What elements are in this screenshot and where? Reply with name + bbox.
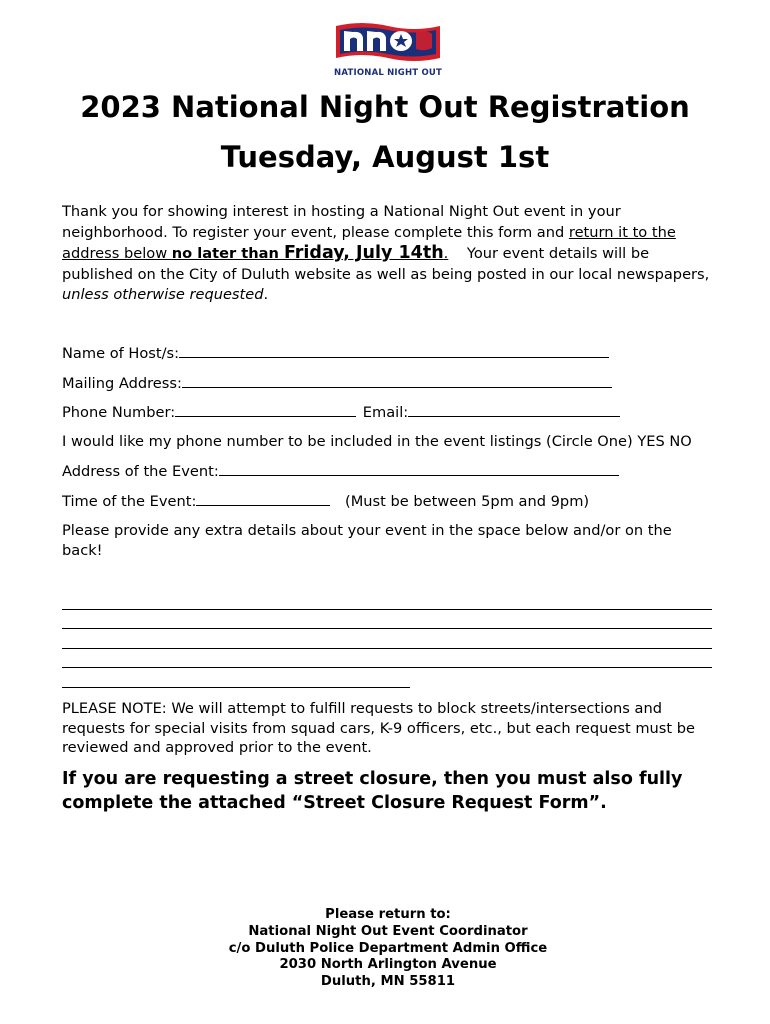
deadline-lead: no later than [171,245,284,262]
mailing-row [62,373,712,393]
details-line-2[interactable] [62,628,712,629]
time-label: Time of the Event: [62,492,197,510]
nno-logo [332,18,444,80]
return-line-4: Duluth, MN 55811 [320,974,456,990]
event-address-label: Address of the Event: [62,463,219,481]
extra-details-prompt: Please provide any extra details about your event in the space below and/or on the back! [62,521,672,559]
phone-label: Phone Number: [62,404,176,422]
time-input-line[interactable] [196,491,330,506]
return-address-block [0,907,770,991]
return-line-1: National Night Out Event Coordinator [248,923,528,939]
time-note: (Must be between 5pm and 9pm) [345,492,590,510]
intro-text-1: Thank you for showing interest in hosting a National Night Out event in your neighborhood. To register your event, please complete this form and [62,203,621,241]
please-note: PLEASE NOTE: We will attempt to fulfill requests to block streets/intersections and requests for special visits from squad cars, K-9 officers, etc., but each request must be reviewed and approved prior to the event. [62,700,695,756]
phone-listing-question: I would like my phone number to be included in the event listings (Circle One) YES NO [62,432,692,450]
details-line-4[interactable] [62,667,712,668]
return-line-2: c/o Duluth Police Department Admin Office [228,940,548,956]
phone-input-line[interactable] [175,402,356,417]
intro-paragraph [62,202,712,306]
page-title: 2023 National Night Out Registration [80,90,690,124]
logo-caption: NATIONAL NIGHT OUT [334,68,442,78]
deadline-end: . [443,245,449,262]
registration-form [62,343,712,570]
host-input-line[interactable] [179,343,609,358]
host-row [62,343,712,363]
email-label: Email: [362,404,409,422]
intro-text-3: . [263,286,269,303]
intro-text-2: Your event details will be published on the City of Duluth website as well as being posted in our local newspapers, [62,245,714,283]
return-heading: Please return to: [325,907,451,922]
host-label: Name of Host/s: [62,345,180,362]
intro-italic: unless otherwise requested [62,286,264,303]
deadline-date: Friday, July 14th [283,243,444,263]
details-line-5[interactable] [62,687,410,688]
email-input-line[interactable] [408,402,620,417]
intro-deadline [172,245,449,262]
street-closure-notice: If you are requesting a street closure, then you must also fully complete the attached “Street Closure Request Form”. [62,769,683,813]
intro-return-underlined: return it to the address below [62,223,676,262]
event-date-title: Tuesday, August 1st [220,140,550,174]
details-line-3[interactable] [62,648,712,649]
phone-email-row [62,402,712,422]
mailing-input-line[interactable] [182,373,612,388]
return-line-3: 2030 North Arlington Avenue [279,957,497,973]
event-address-input-line[interactable] [219,461,619,476]
time-row [62,491,712,511]
event-address-row [62,461,712,481]
nno-flag-icon [332,18,444,68]
details-line-1[interactable] [62,609,712,610]
mailing-label: Mailing Address: [62,374,182,392]
